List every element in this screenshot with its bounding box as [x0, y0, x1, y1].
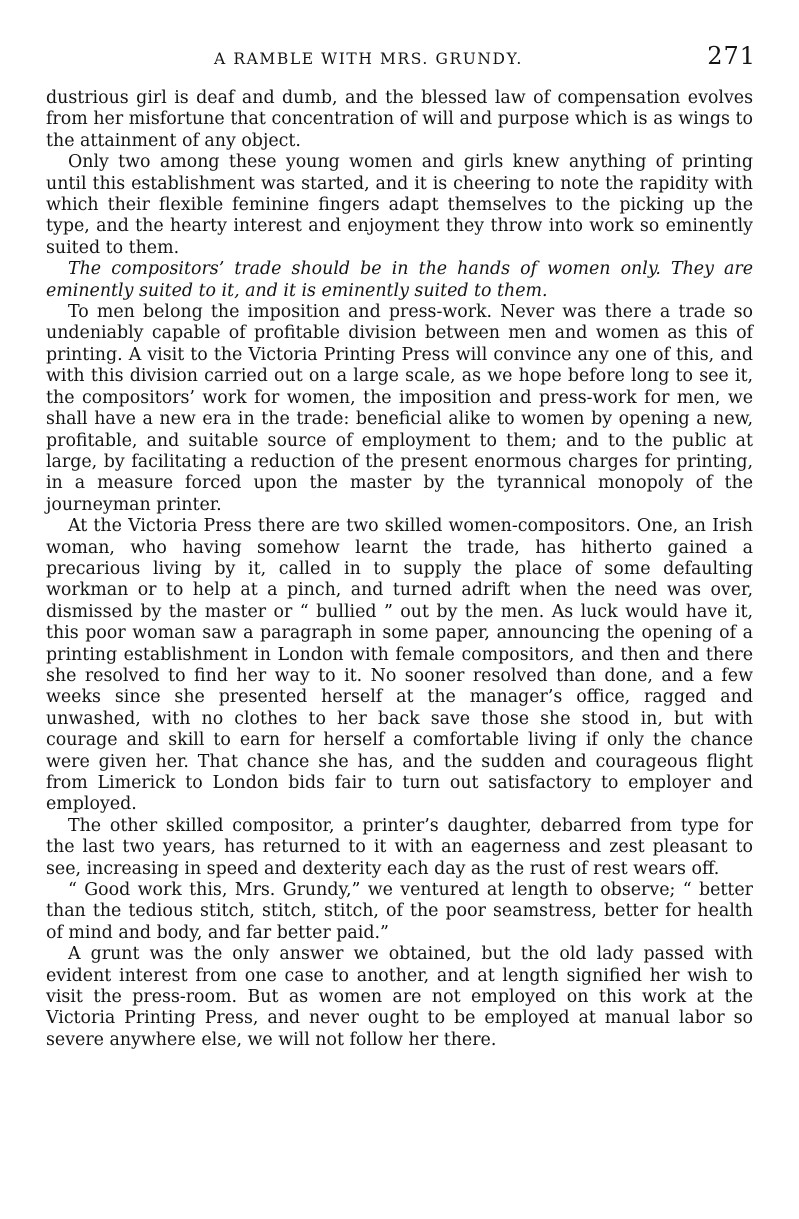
running-title: A RAMBLE WITH MRS. GRUNDY. [214, 50, 523, 68]
paragraph: “ Good work this, Mrs. Grundy,” we ventured at length to observe; “ better than the tedious stitch, stitch, stitch, of the poor seamstress, better for health of mind and body, and far better paid.” [46, 880, 753, 943]
paragraph: At the Victoria Press there are two skilled women-compositors. One, an Irish woman, who having somehow learnt the trade, has hitherto gained a precarious living by it, called in to supply the place of some defaulting workman or to help at a pinch, and turned adrift when the need was over, dismissed by the master or “ bullied ” out by the men. As luck would have it, this poor woman saw a paragraph in some paper, announcing the opening of a printing establishment in London with female compositors, and then and there she resolved to find her way to it. No sooner resolved than done, and a few weeks since she presented herself at the manager’s office, ragged and unwashed, with no clothes to her back save those she stood in, but with courage and skill to earn for herself a comfortable living if only the chance were given her. That chance she has, and the sudden and courageous flight from Limerick to London bids fair to turn out satisfactory to employer and employed. [46, 516, 753, 815]
running-head [46, 42, 756, 72]
paragraph-continued: dustrious girl is deaf and dumb, and the blessed law of compensation evolves from her misfortune that concentration of will and purpose which is as wings to the attainment of any object. [46, 88, 753, 151]
paragraph: To men belong the imposition and press-work. Never was there a trade so undeniably capable of profitable division between men and women as this of printing. A visit to the Victoria Printing Press will convince any one of this, and with this division carried out on a large scale, as we hope before long to see it, the compositors’ work for women, the imposition and press-work for men, we shall have a new era in the trade: beneficial alike to women by opening a new, profitable, and suitable source of employment to them; and to the public at large, by facilitating a reduction of the present enormous charges for printing, in a measure forced upon the master by the tyrannical monopoly of the journeyman printer. [46, 302, 753, 515]
body-text [46, 88, 753, 1051]
paragraph: A grunt was the only answer we obtained, but the old lady passed with evident interest from one case to another, and at length signified her wish to visit the press-room. But as women are not employed on this work at the Victoria Printing Press, and never ought to be employed at manual labor so severe anywhere else, we will not follow her there. [46, 944, 753, 1050]
paragraph: Only two among these young women and girls knew anything of printing until this establishment was started, and it is cheering to note the rapidity with which their flexible feminine fingers adapt themselves to the picking up the type, and the hearty interest and enjoyment they throw into work so eminently suited to them. [46, 152, 753, 258]
italic-emphasis-paragraph: The compositors’ trade should be in the hands of women only. They are eminently suited to it, and it is eminently suited to them. [46, 259, 753, 301]
paragraph: The other skilled compositor, a printer’s daughter, debarred from type for the last two years, has returned to it with an eagerness and zest pleasant to see, increasing in speed and dexterity each day as the rust of rest wears off. [46, 815, 753, 879]
page-number: 271 [707, 42, 756, 70]
